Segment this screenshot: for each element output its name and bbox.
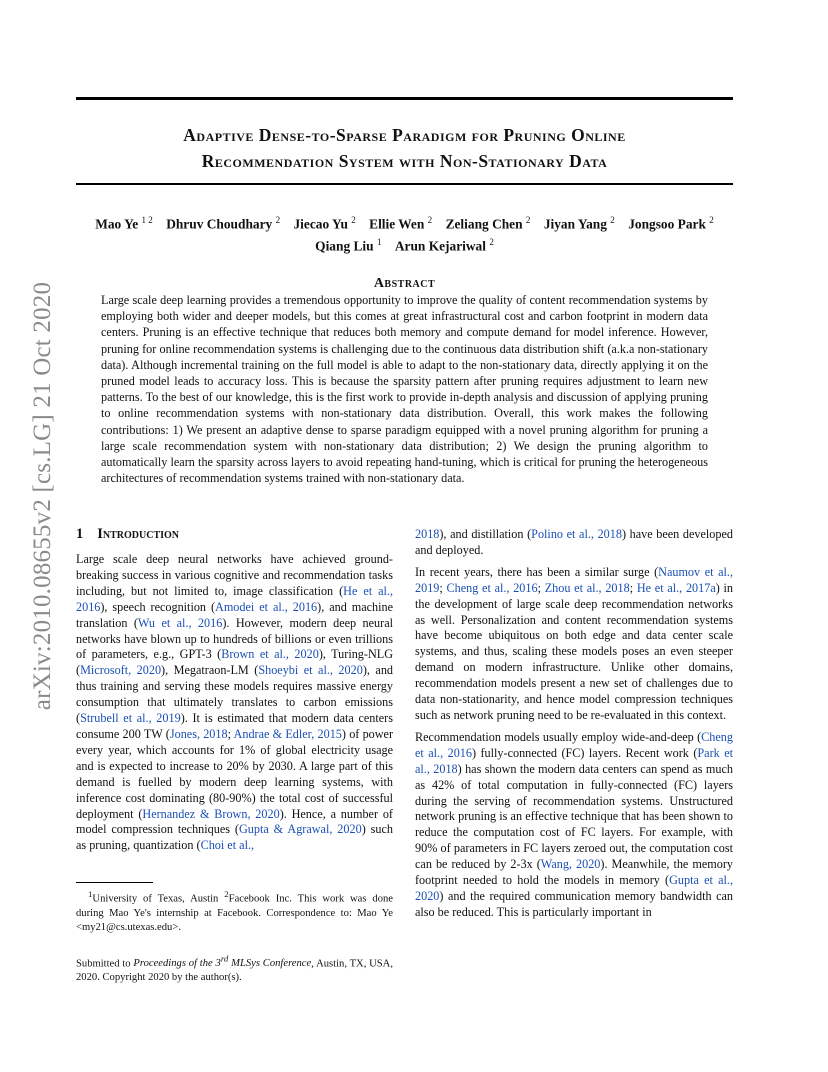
title-line-2: Recommendation System with Non-Stationary Data <box>201 151 608 171</box>
affiliation-note: $^1$University of Texas, Austin $^2$Facebook Inc. This work was done during Mao Ye's internship at Facebook. Correspondence to: Mao Ye <my21@cs.utexas.edu>. <box>76 889 393 933</box>
citation-link[interactable]: Andrae & Edler, 2015 <box>233 726 342 741</box>
citation-link[interactable]: Jones, 2018 <box>169 726 228 741</box>
body-text: ) have been developed and deployed. <box>415 527 733 557</box>
body-text: ) has shown the modern data centers can spend as much as 42% of total computation in fully-connected (FC) layers during the serving of recommendation systems. Unstructured network pruning is an effective technique that has been shown to reduce the computation cost of FC layers. For example, with 90% of parameters in FC layers zeroed out, the computation cost can be reduced by 2-3x ( <box>415 761 733 872</box>
body-text: In recent years, there has been a similar surge ( <box>415 564 659 579</box>
author-affiliation: 2 <box>489 237 494 248</box>
citation-link[interactable]: Wang, 2020 <box>540 857 601 872</box>
body-text: ; <box>439 580 447 595</box>
citation-link[interactable]: Hernandez & Brown, 2020 <box>142 806 280 821</box>
footnote <box>76 887 393 993</box>
body-text: ; <box>537 580 545 595</box>
title-line-1: Adaptive Dense-to-Sparse Paradigm for Pruning Online <box>183 125 626 145</box>
right-column <box>415 527 733 927</box>
abstract-body: Large scale deep learning provides a tremendous opportunity to improve the quality of content recommendation systems by employing both wider and deeper models, but this comes at great infrastructural cost and carbon footprint in modern data centers. Pruning is an effective technique that reduces both memory and compute demand for model inference. However, pruning for online recommendation systems is challenging due to the continuous data distribution shift (a.k.a non-stationary data). Although incremental training on the full model is able to adapt to the non-stationary data, directly applying it on the pruned model leads to accuracy loss. This is because the sparsity pattern after pruning requires adjustment to learn new patterns. To the best of our knowledge, this is the first work to provide in-depth analysis and discussion of applying pruning to online recommendation systems with non-stationary data distribution. Overall, this work makes the following contributions: 1) We present an adaptive dense to sparse paradigm equipped with a novel pruning algorithm for pruning a large scale recommendation system with non-stationary data distribution; 2) We design the pruning algorithm to automatically learn the sparsity across layers to avoid repeating hand-tuning, which is critical for pruning the heterogeneous architectures of recommendation systems trained with non-stationary data. <box>101 293 708 486</box>
citation-link[interactable]: Shoeybi et al., 2020 <box>258 663 363 678</box>
body-text: ), and machine translation ( <box>76 599 394 630</box>
body-text: ; <box>227 726 234 741</box>
body-text: ), and thus training and serving these models requires massive energy consumption that ultimately translates to carbon emissions ( <box>76 663 394 726</box>
paper-title <box>76 122 733 174</box>
body-text: ). However, modern deep neural networks have blown up to hundreds of billions or even trillions of parameters, e.g., GPT-3 ( <box>76 615 393 662</box>
citation-link[interactable]: Zhou et al., 2018 <box>544 580 630 595</box>
body-text: Recommendation models usually employ wide-and-deep ( <box>415 729 702 744</box>
arxiv-stamp[interactable] <box>23 281 63 711</box>
body-text: ), and distillation ( <box>439 527 532 541</box>
section-number: 1 <box>76 526 84 542</box>
arxiv-id: arXiv:2010.08655v2 [cs.LG] 21 Oct 2020 <box>29 281 56 711</box>
citation-link[interactable]: Brown et al., 2020 <box>221 647 319 662</box>
citation-link[interactable]: Microsoft, 2020 <box>80 663 162 678</box>
body-text: ). Meanwhile, the memory footprint needed to hold the models in memory ( <box>415 857 734 888</box>
citation-link[interactable]: Gupta & Agrawal, 2020 <box>238 822 362 837</box>
author-name: Jongsoo Park <box>628 216 710 232</box>
citation-link[interactable]: Amodei et al., 2016 <box>215 599 318 614</box>
intro-paragraph-1-cont <box>415 527 733 559</box>
author-name: Ellie Wen <box>369 216 428 232</box>
author-affiliation: 2 <box>351 215 356 225</box>
body-text: ), Turing-NLG ( <box>76 647 393 678</box>
citation-link[interactable]: Naumov et al., 2019 <box>415 564 733 595</box>
citation-link[interactable]: Strubell et al., 2019 <box>80 711 181 726</box>
citation-link[interactable]: He et al., 2016 <box>76 583 393 614</box>
author-list <box>76 211 733 256</box>
section-heading-introduction <box>76 526 179 543</box>
author-name: Mao Ye <box>95 216 142 232</box>
author-affiliation: 1 <box>376 237 382 248</box>
title-bottom-rule <box>76 183 733 185</box>
citation-link[interactable]: He et al., 2017a <box>636 580 716 595</box>
body-text: ). Hence, a number of model compression techniques ( <box>76 806 393 837</box>
citation-link[interactable]: Wu et al., 2016 <box>137 615 223 630</box>
author-affiliation: 2 <box>427 215 433 225</box>
author-affiliation: 2 <box>525 215 531 225</box>
submission-note: Submitted to Proceedings of the 3rd MLSys Conference, Austin, TX, USA, 2020. Copyright 2020 by the author(s). <box>76 953 393 984</box>
author-name: Qiang Liu <box>315 238 377 254</box>
left-column <box>76 552 393 860</box>
author-name: Dhruv Choudhary <box>166 216 276 232</box>
author-affiliation: 1 2 <box>141 215 153 225</box>
body-text: ), speech recognition ( <box>100 599 216 614</box>
body-text: Large scale deep neural networks have achieved ground-breaking success in various cognitive and recommendation tasks including, but not limited to, image classification ( <box>76 552 393 598</box>
body-text: ) and the required communication memory bandwidth can also be reduced. This is particularly important in <box>415 888 733 919</box>
intro-paragraph-1 <box>76 552 393 854</box>
author-name: Jiecao Yu <box>293 216 352 232</box>
citation-link[interactable]: Choi et al., <box>200 838 255 853</box>
author-affiliation: 2 <box>275 215 281 225</box>
body-text: ). It is estimated that modern data centers consume 200 TW ( <box>76 711 393 741</box>
author-name: Arun Kejariwal <box>394 238 490 254</box>
author-affiliation: 2 <box>709 215 714 225</box>
citation-link[interactable]: Cheng et al., 2016 <box>446 580 538 595</box>
author-name: Zeliang Chen <box>445 216 526 232</box>
intro-paragraph-3 <box>415 730 733 921</box>
body-text: ) fully-connected (FC) layers. Recent work ( <box>471 745 698 760</box>
body-text: ) in the development of large scale deep recommendation networks as well. Personalization and content recommendation systems have become ubiquitous on both edge and data center scale systems, and thus, scaling these models poses an even steeper demand on modern infrastructure. Unlike other domains, recommendation models present a new set of challenges due to data non-stationarity, and hence model compression techniques such as network pruning need to be re-evaluated in this context. <box>415 580 734 722</box>
abstract-heading: Abstract <box>373 276 436 291</box>
body-text: ; <box>629 580 637 595</box>
citation-link[interactable]: Park et al., 2018 <box>415 745 734 776</box>
footnote-rule <box>76 882 153 883</box>
citation-link[interactable]: Gupta et al., 2020 <box>415 873 733 903</box>
intro-paragraph-2 <box>415 565 733 724</box>
body-text: ) of power every year, which accounts for 1% of global electricity usage and is expected to increase to 20% by 2030. A large part of this demand is fuelled by modern deep learning systems, with inference cost dominating (80-90%) the total cost of successful deployment ( <box>76 726 394 821</box>
citation-link[interactable]: 2018 <box>415 527 440 541</box>
section-title: Introduction <box>97 526 180 542</box>
title-top-rule <box>76 97 733 100</box>
body-text: ), Megatraon-LM ( <box>161 663 259 678</box>
body-text: ) such as pruning, quantization ( <box>76 822 393 853</box>
citation-link[interactable]: Cheng et al., 2016 <box>415 729 733 760</box>
author-affiliation: 2 <box>610 215 615 225</box>
citation-link[interactable]: Polino et al., 2018 <box>531 527 622 541</box>
author-name: Jiyan Yang <box>543 216 611 232</box>
